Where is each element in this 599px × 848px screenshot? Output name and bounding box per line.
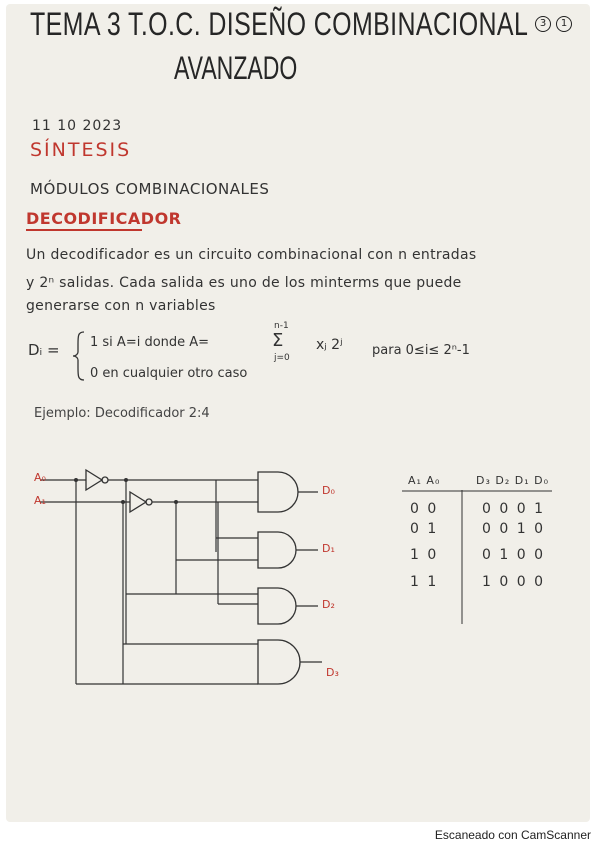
example-label: Ejemplo: Decodificador 2:4: [34, 406, 210, 421]
section-title: SÍNTESIS: [30, 139, 132, 161]
truth-table-header-inputs: A₁ A₀: [408, 474, 441, 487]
truth-table-row-3-outputs: 0 1 0 0: [482, 547, 545, 563]
formula-lhs: Dᵢ =: [28, 341, 60, 359]
output-label-d3: D₃: [326, 666, 339, 679]
and-gate-d2-icon: [258, 588, 296, 624]
truth-table-row-2-inputs: 0 1: [410, 521, 439, 537]
truth-table-row-1-outputs: 0 0 0 1: [482, 501, 545, 517]
and-gate-d3-icon: [258, 640, 300, 684]
formula-term: xⱼ 2ʲ: [316, 337, 343, 353]
paragraph-line-1: Un decodificador es un circuito combinacional con n entradas: [26, 247, 477, 263]
paragraph-line-3: generarse con n variables: [26, 298, 216, 314]
output-label-d0: D₀: [322, 484, 335, 497]
and-gate-d0-icon: [258, 472, 298, 512]
title-line-2: AVANZADO: [174, 50, 298, 86]
truth-table-row-1-inputs: 0 0: [410, 501, 439, 517]
truth-table-row-4-inputs: 1 1: [410, 574, 439, 590]
scanned-page: [6, 4, 590, 822]
not-gate-a0-icon: [86, 470, 102, 490]
decoder-circuit-diagram: [26, 454, 366, 694]
and-gate-d1-icon: [258, 532, 296, 568]
subsection-title: MÓDULOS COMBINACIONALES: [30, 180, 270, 198]
scanner-watermark: Escaneado con CamScanner: [434, 828, 591, 842]
truth-table-row-2-outputs: 0 0 1 0: [482, 521, 545, 537]
truth-table-row-4-outputs: 1 0 0 0: [482, 574, 545, 590]
not-gate-a1-icon: [130, 492, 146, 512]
formula-case-1: 1 si A=i donde A=: [90, 335, 210, 350]
paragraph-line-2: y 2ⁿ salidas. Cada salida es uno de los minterms que puede: [26, 275, 462, 291]
sum-symbol: Σ: [272, 330, 284, 351]
output-label-d2: D₂: [322, 598, 335, 611]
formula-brace: [72, 330, 86, 382]
sum-upper-limit: n-1: [274, 321, 289, 331]
formula-case-2: 0 en cualquier otro caso: [90, 366, 248, 381]
page-badge-3: 3: [535, 16, 551, 32]
date: 11 10 2023: [32, 118, 123, 134]
input-label-a0: A₀: [34, 471, 46, 484]
formula-range: para 0≤i≤ 2ⁿ-1: [372, 343, 470, 358]
output-label-d1: D₁: [322, 542, 335, 555]
heading-decodificador: DECODIFICADOR: [26, 209, 182, 228]
title-line-1: TEMA 3 T.O.C. DISEÑO COMBINACIONAL: [30, 6, 529, 42]
page-badge-1: 1: [556, 16, 572, 32]
heading-underline: [26, 229, 142, 231]
truth-table-header-outputs: D₃ D₂ D₁ D₀: [476, 474, 550, 487]
sum-lower-limit: j=0: [274, 353, 290, 363]
input-label-a1: A₁: [34, 494, 46, 507]
truth-table-row-3-inputs: 1 0: [410, 547, 439, 563]
